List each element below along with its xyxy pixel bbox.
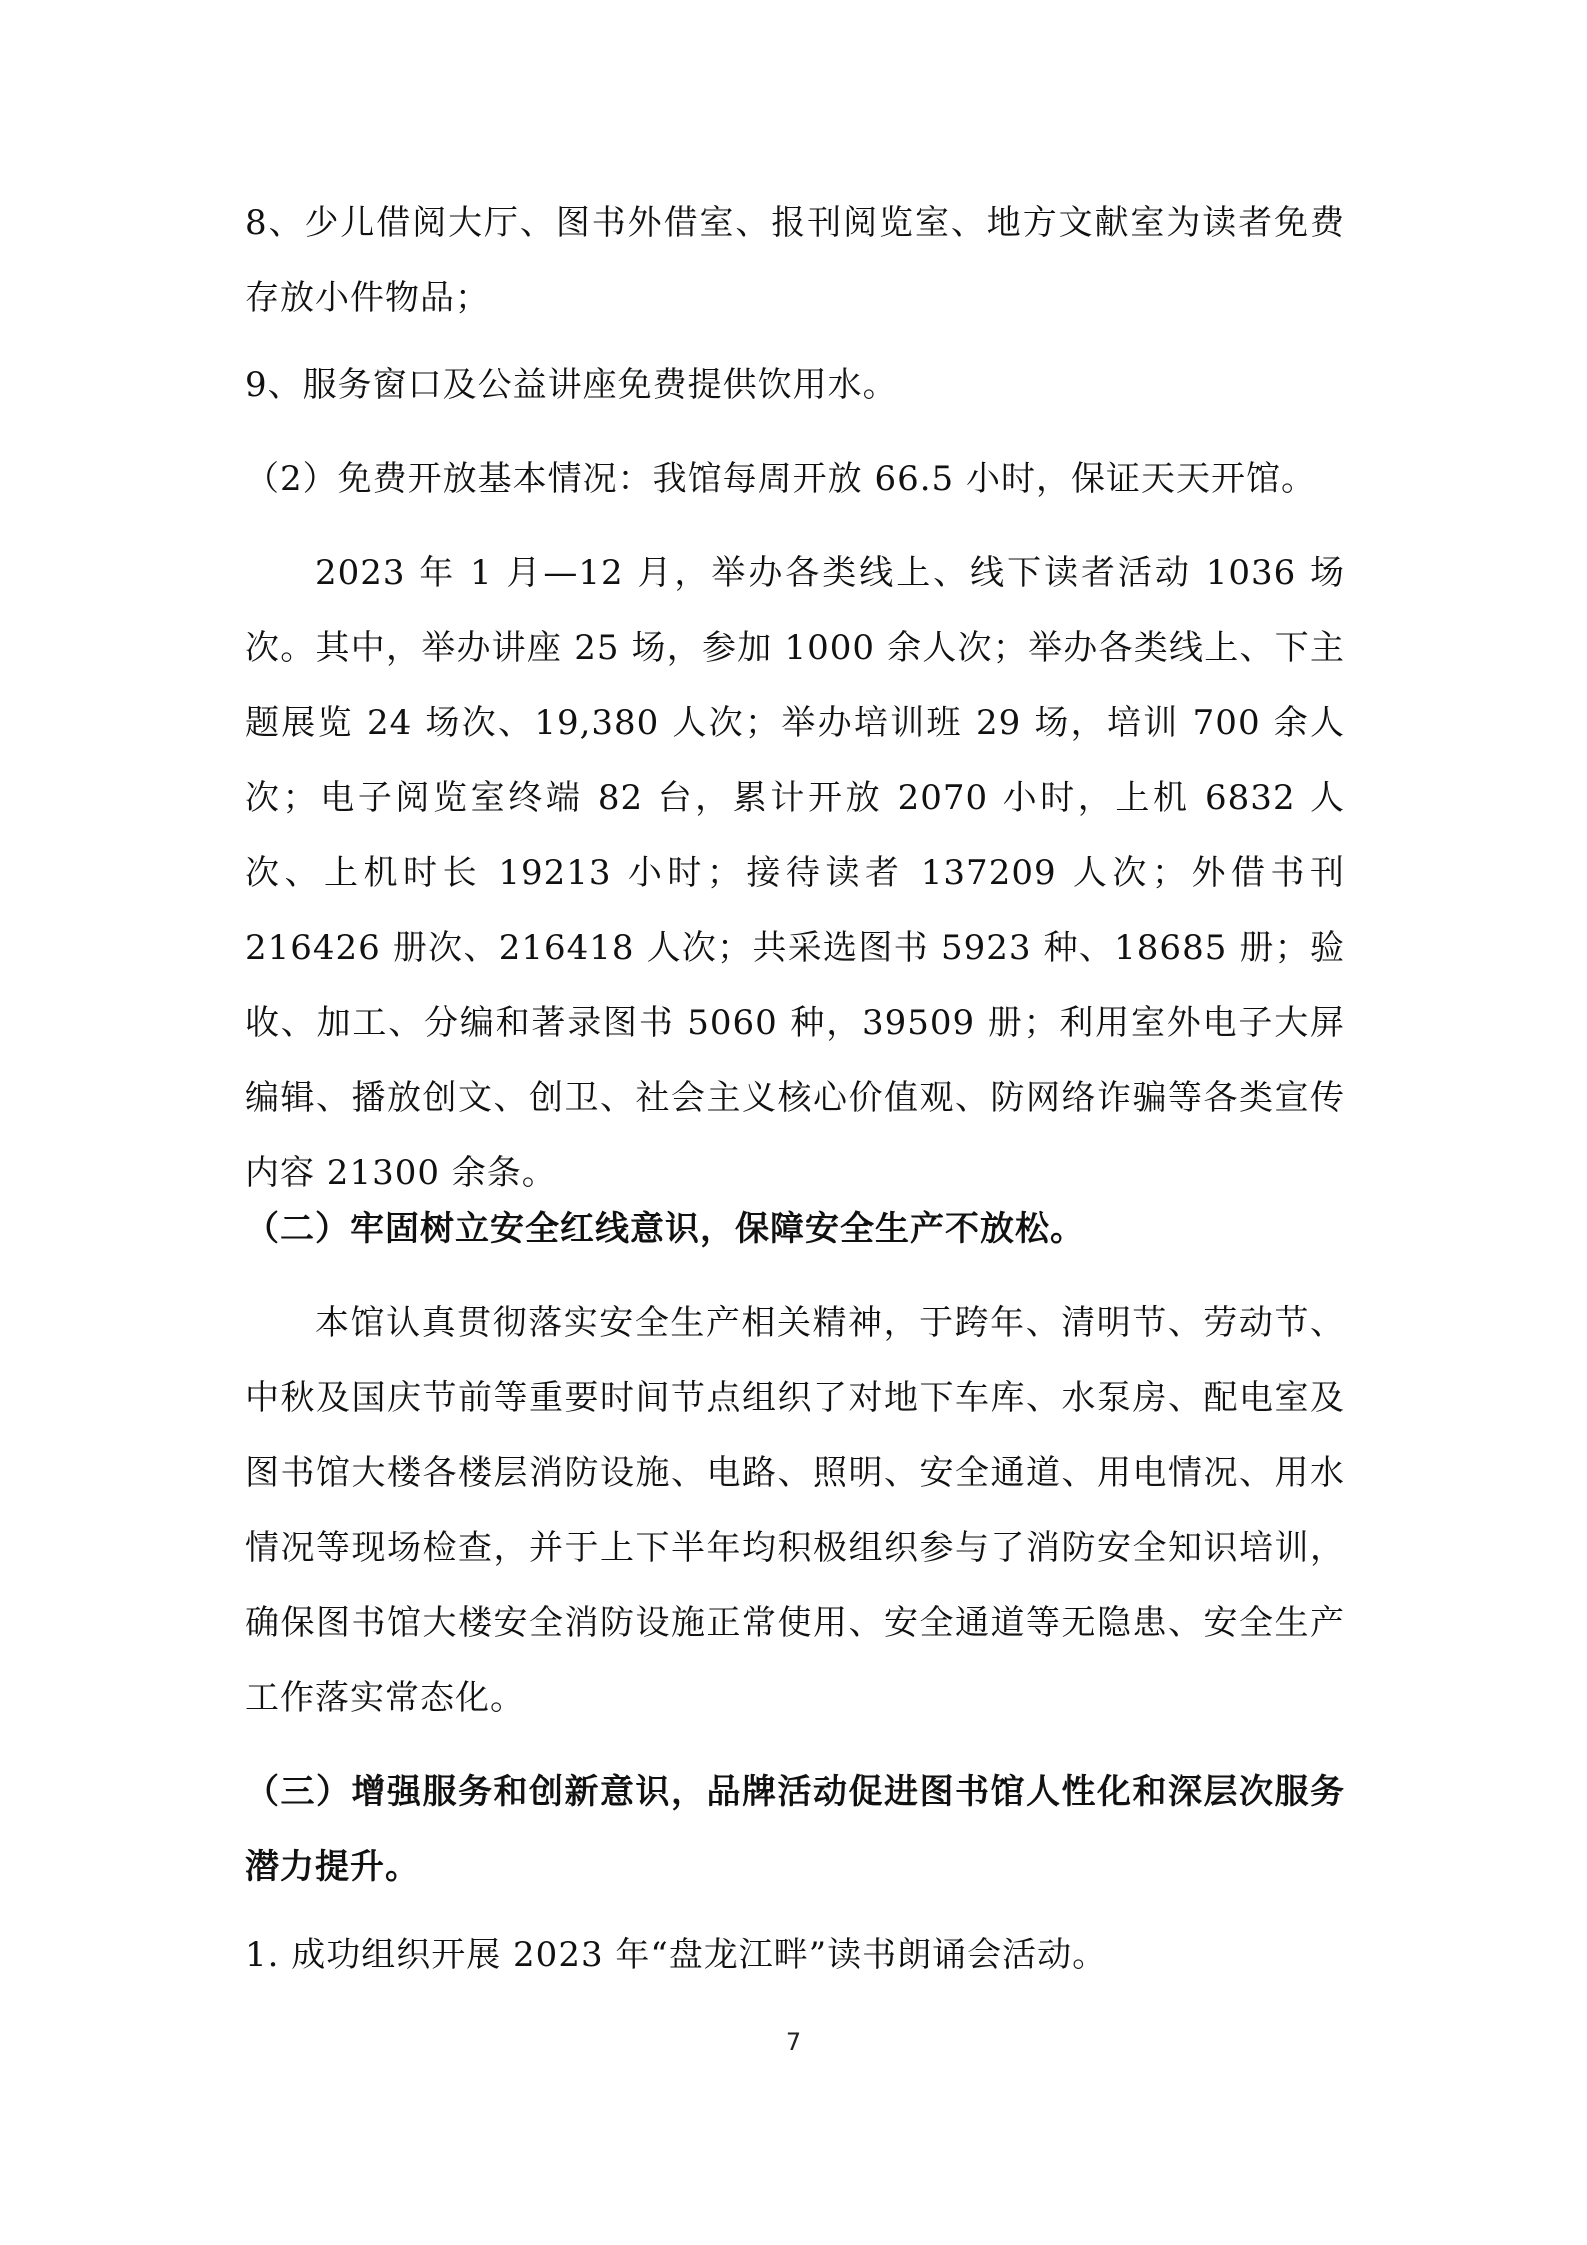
paragraph-item-9: 9、服务窗口及公益讲座免费提供饮用水。 xyxy=(245,365,898,405)
paragraph-statistics: 2023 年 1 月—12 月，举办各类线上、线下读者活动 1036 场次。其中，举办讲座 25 场，参加 1000 余人次；举办各类线上、下主题展览 24 场次、19,380 人次；举办培训班 29 场，培训 700 余人次；电子阅览室终端 82 台，累计开放 2070 小时，上机 6832 人次、上机时长 19213 小时；接待读者 137209 人次；外借书刊 216426 册次、216418 人次；共采选图书 5923 种、18685 册；验收、加工、分编和著录图书 5060 种，39509 册；利用室外电子大屏编辑、播放创文、创卫、社会主义核心价值观、防网络诈骗等各类宣传内容 21300 余条。 xyxy=(245,553,1345,1193)
section-heading-service: （三）增强服务和创新意识，品牌活动促进图书馆人性化和深层次服务潜力提升。 xyxy=(245,1772,1345,1887)
paragraph-item-1: 1. 成功组织开展 2023 年“盘龙江畔”读书朗诵会活动。 xyxy=(245,1935,1108,1975)
paragraph-safety: 本馆认真贯彻落实安全生产相关精神，于跨年、清明节、劳动节、中秋及国庆节前等重要时间节点组织了对地下车库、水泵房、配电室及图书馆大楼各楼层消防设施、电路、照明、安全通道、用电情况、用水情况等现场检查，并于上下半年均积极组织参与了消防安全知识培训，确保图书馆大楼安全消防设施正常使用、安全通道等无隐患、安全生产工作落实常态化。 xyxy=(245,1303,1345,1718)
section-heading-safety: （二）牢固树立安全红线意识，保障安全生产不放松。 xyxy=(245,1209,1085,1249)
page-number: 7 xyxy=(785,2028,802,2056)
paragraph-item-8: 8、少儿借阅大厅、图书外借室、报刊阅览室、地方文献室为读者免费存放小件物品； xyxy=(245,203,1345,318)
paragraph-open-basic: （2）免费开放基本情况：我馆每周开放 66.5 小时，保证天天开馆。 xyxy=(245,459,1316,499)
